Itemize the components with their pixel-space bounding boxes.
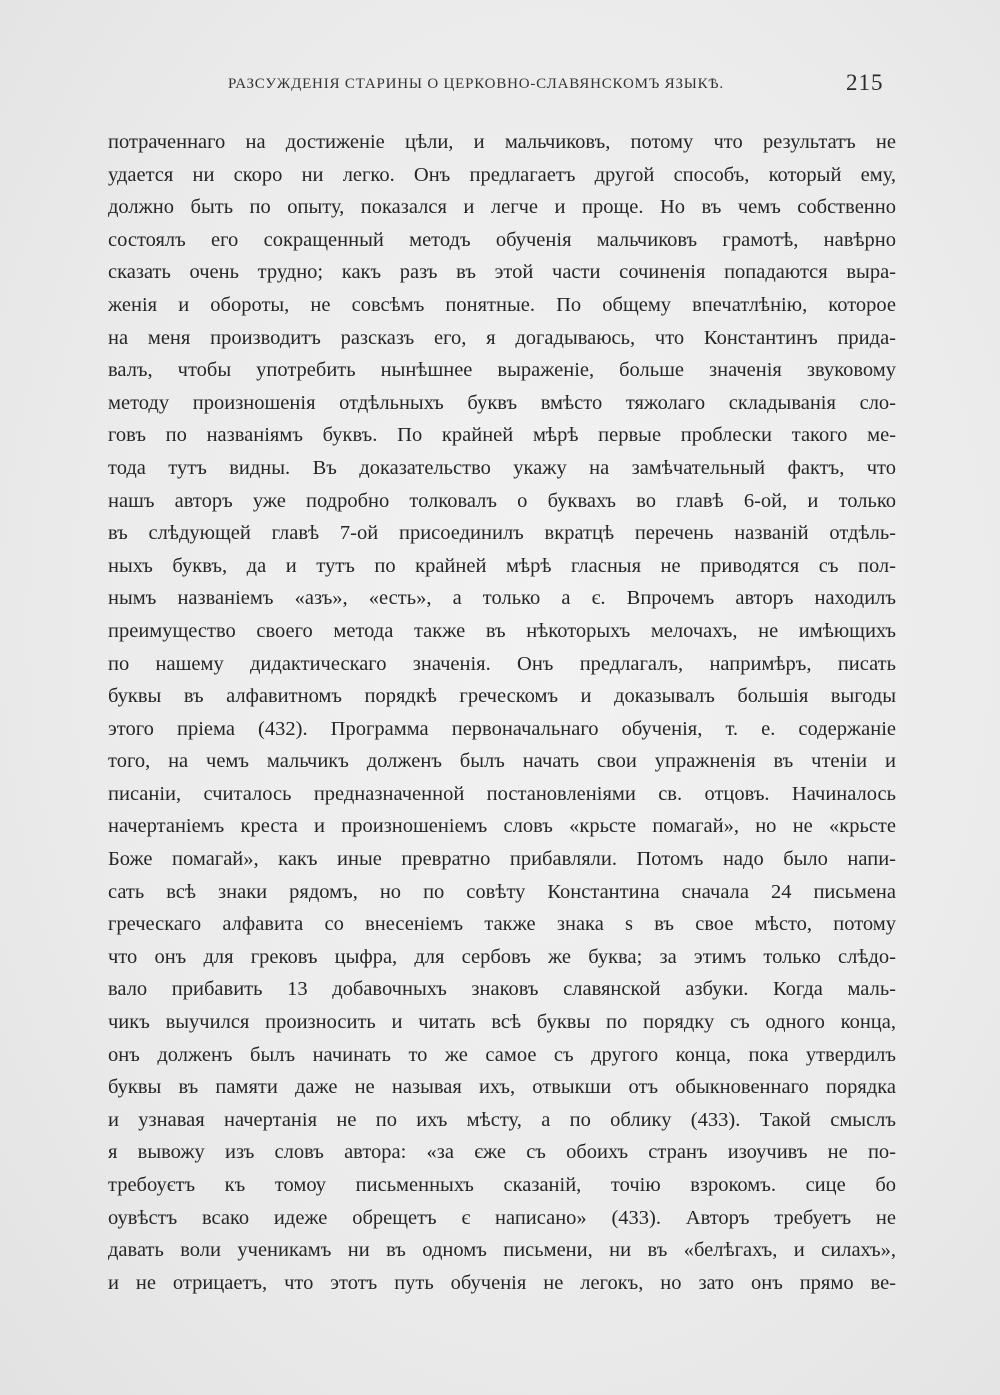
text-line: оувѣстъ всако идеже обрещетъ є написано» (433). Авторъ требуетъ не xyxy=(108,1206,896,1229)
text-line: буквы въ памяти даже не называя ихъ, отвыкши отъ обыкновеннаго порядка xyxy=(108,1076,896,1099)
page-number: 215 xyxy=(846,70,884,95)
text-line: говъ по названіямъ буквъ. По крайней мѣрѣ первые проблески такого ме- xyxy=(108,424,896,447)
text-line: что онъ для грековъ цыфра, для сербовъ же буква; за этимъ только слѣдо- xyxy=(108,945,896,968)
text-line: удается ни скоро ни легко. Онъ предлагаетъ другой способъ, который ему, xyxy=(108,163,896,186)
text-line: греческаго алфавита со внесеніемъ также знака ѕ въ свое мѣсто, потому xyxy=(108,913,896,936)
text-line: я вывожу изъ словъ автора: «за єже съ обоихъ странъ изоучивъ не по- xyxy=(108,1141,896,1164)
text-line: нымъ названіемъ «азъ», «есть», а только а є. Впрочемъ авторъ находилъ xyxy=(108,587,896,610)
text-line: вало прибавить 13 добавочныхъ знаковъ славянской азбуки. Когда маль- xyxy=(108,978,896,1001)
text-line: нашъ авторъ уже подробно толковалъ о буквахъ во главѣ 6-ой, и только xyxy=(108,489,896,512)
text-line: буквы въ алфавитномъ порядкѣ греческомъ и доказывалъ большія выгоды xyxy=(108,685,896,708)
text-line: преимущество своего метода также въ нѣкоторыхъ мелочахъ, не имѣющихъ xyxy=(108,619,896,642)
text-line: начертаніемъ креста и произношеніемъ словъ «крьсте помагай», но не «крьсте xyxy=(108,815,896,838)
text-line: сказать очень трудно; какъ разъ въ этой части сочиненія попадаются выра- xyxy=(108,261,896,284)
text-line: этого пріема (432). Программа первоначальнаго обученія, т. е. содержаніе xyxy=(108,717,896,740)
body-text xyxy=(108,126,896,1299)
text-line: валъ, чтобы употребить нынѣшнее выраженіе, больше значенія звуковому xyxy=(108,359,896,382)
text-line: тода тутъ видны. Въ доказательство укажу на замѣчательный фактъ, что xyxy=(108,456,896,479)
text-line: должно быть по опыту, показался и легче и проще. Но въ чемъ собственно xyxy=(108,196,896,219)
text-line: на меня производитъ разсказъ его, я догадываюсь, что Константинъ прида- xyxy=(108,326,896,349)
text-line: чикъ выучился произносить и читать всѣ буквы по порядку съ одного конца, xyxy=(108,1011,896,1034)
text-line: ныхъ буквъ, да и тутъ по крайней мѣрѣ гласныя не приводятся съ пол- xyxy=(108,554,896,577)
text-line: Боже помагай», какъ иные превратно прибавляли. Потомъ надо было напи- xyxy=(108,848,896,871)
text-line: давать воли ученикамъ ни въ одномъ письмени, ни въ «белѣгахъ, и силахъ», xyxy=(108,1239,896,1262)
text-line: требоуєтъ къ томоу письменныхъ сказаній, точію взрокомъ. сице бо xyxy=(108,1174,896,1196)
text-line: женія и обороты, не совсѣмъ понятные. По общему впечатлѣнію, которое xyxy=(108,293,896,316)
text-line: и узнавая начертанія не по ихъ мѣсту, а по облику (433). Такой смыслъ xyxy=(108,1108,896,1131)
text-line: потраченнаго на достиженіе цѣли, и мальчиковъ, потому что результатъ не xyxy=(108,131,896,153)
text-line: сать всѣ знаки рядомъ, но по совѣту Константина сначала 24 письмена xyxy=(108,880,896,903)
text-line: писаніи, считалось предназначенной постановленіями св. отцовъ. Начиналось xyxy=(108,782,896,805)
text-line: методу произношенія отдѣльныхъ буквъ вмѣсто тяжолаго складыванія сло- xyxy=(108,391,896,414)
text-line: въ слѣдующей главѣ 7-ой присоединилъ вкратцѣ перечень названій отдѣль- xyxy=(108,522,896,545)
text-line: состоялъ его сокращенный методъ обученія мальчиковъ грамотѣ, навѣрно xyxy=(108,228,896,251)
text-line: того, на чемъ мальчикъ долженъ былъ начать свои упражненія въ чтеніи и xyxy=(108,750,896,773)
running-title: РАЗСУЖДЕНІЯ СТАРИНЫ О ЦЕРКОВНО-СЛАВЯНСКОМЪ ЯЗЫКѢ. xyxy=(228,76,724,92)
text-line: онъ долженъ былъ начинать то же самое съ другого конца, пока утвердилъ xyxy=(108,1043,896,1066)
text-line: и не отрицаетъ, что этотъ путь обученія не легокъ, но зато онъ прямо ве- xyxy=(108,1271,896,1294)
text-line: по нашему дидактическаго значенія. Онъ предлагалъ, напримѣръ, писать xyxy=(108,652,896,675)
